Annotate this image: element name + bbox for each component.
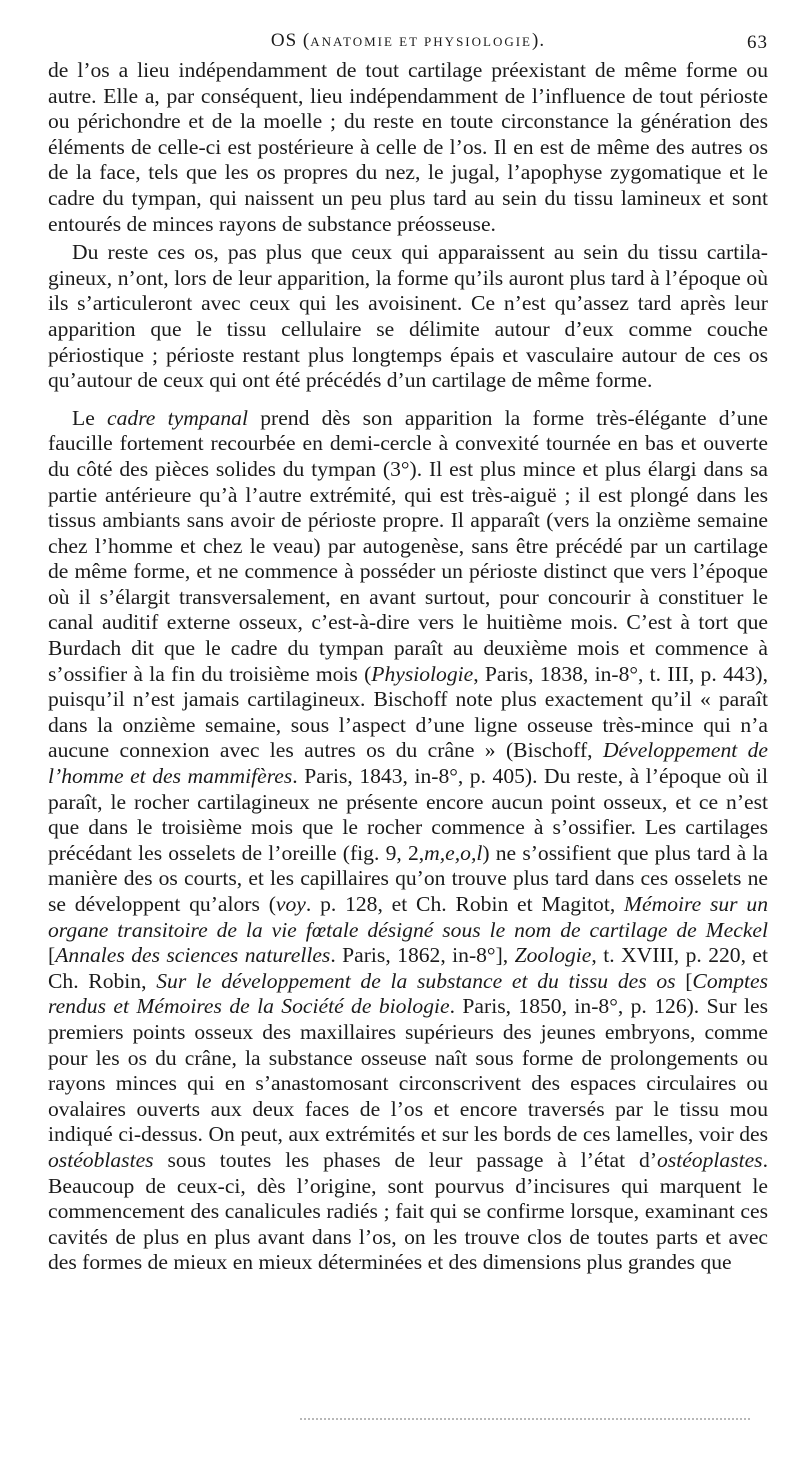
page-body — [48, 58, 768, 1276]
text-run: [ — [675, 968, 693, 993]
text-run: . Beaucoup de ceux-ci, dès l’origine, sont pourvus d’incisures qui marquent le commencement des canalicules radiés ; fait qui se confirme lorsque, examinant ces cavités de plus en plus avant dans l’os, on les trouve clos de toutes parts et avec des formes de mieux en mieux déterminées et des dimensions plus grandes que — [48, 1147, 768, 1275]
italic-text: Zoologie — [514, 943, 592, 968]
italic-text: Physiologie — [371, 661, 474, 686]
italic-text: Comptes rendus et Mémoires de la Société de biologie — [48, 968, 768, 1019]
paragraph-2 — [48, 240, 768, 394]
text-run: . Paris, 1862, in-8°], — [330, 943, 515, 968]
text-run: prend dès son apparition la forme très-élégante d’une faucille fortement recourbée en demi-cercle à convexité tournée en bas et ouverte du côté des pièces solides du tympan (3°). Il est plus mince et plus élargi dans sa partie antérieure qu’à l’autre extrémité, qui est très-aiguë ; il est plongé dans les tissus ambiants sans avoir de périoste propre. Il apparaît (vers la onzième semaine chez l’homme et chez le veau) par autogenèse, sans être précédé par un cartilage de même forme, et ne commence à posséder un périoste distinct que vers l’époque où il s’élargit transversalement, en avant surtout, pour concourir à constituer le canal auditif externe osseux, c’est-à-dire vers le huitième mois. C’est à tort que Burdach dit que le cadre du tympan paraît au deuxième mois et commence à s’ossifier à la fin du troisième mois ( — [48, 405, 768, 686]
italic-text: m,e,o,l — [424, 840, 483, 865]
italic-text: Mémoire sur un organe transitoire de la vie fœtale désigné sous le nom de cartilage de Meckel — [48, 892, 768, 942]
text-run: . Paris, 1850, in-8°, p. 126). Sur les premiers points osseux des maxillaires supérieurs des jeunes embryons, comme pour les os du crâne, la substance osseuse naît sous forme de prolongements ou rayons minces qui en s’anastomosant circonscrivent des espaces circulaires ou ovalaires ouverts aux deux faces de l’os et encore traversés par le tissu mou indiqué ci-dessus. On peut, aux extrémités et sur les bords de ces lamelles, voir des — [48, 994, 768, 1147]
italic-text: Développement de l’homme et des mammifères — [48, 738, 768, 789]
running-title-end: ). — [532, 30, 546, 51]
italic-text: voy — [275, 892, 306, 916]
text-run: . p. 128, et Ch. Robin et Magitot, — [305, 892, 625, 916]
text-run: Du reste ces os, pas plus que ceux qui apparaissent au sein du tissu cartilagineux, n’ont, lors de leur apparition, la forme qu’ils auront plus tard à l’époque où ils s’articuleront avec ceux qui les avoisinent. Ce n’est qu’assez tard après leur apparition que le tissu cellulaire se délimite autour d’eux comme couche périostique ; périoste restant plus longtemps épais et vasculaire autour de ces os qu’autour de ceux qui ont été précédés d’un cartilage de même forme. — [48, 240, 768, 393]
italic-text: ostéoplastes — [657, 1147, 763, 1172]
paragraph-1 — [48, 58, 768, 237]
running-title — [48, 30, 768, 52]
text-run: [ — [48, 943, 56, 968]
text-run: sous toutes les phases de leur passage à l’état d’ — [153, 1147, 658, 1172]
running-title-main: OS ( — [270, 30, 311, 51]
page-number: 63 — [747, 32, 768, 53]
text-run: Le — [72, 405, 108, 430]
text-run: , Paris, 1838, in-8°, t. III, p. 443), puisqu’il n’est jamais cartilagineux. Bischoff note plus exactement qu’il « paraît dans la onzième semaine, sous l’aspect d’une ligne osseuse très-mince qui n’a aucune connexion avec les autres os du crâne » (Bischoff, — [48, 661, 768, 763]
text-run: ) ne s’ossifient que plus tard à la manière des os courts, et les capillaires qu’on trouve plus tard dans ces osselets ne se développent qu’alors ( — [48, 840, 768, 916]
italic-text: cadre tympanal — [107, 405, 248, 430]
running-header — [48, 30, 768, 56]
text-run: , t. XVIII, p. 220, et Ch. Robin, — [48, 943, 768, 993]
text-run: . Paris, 1843, in-8°, p. 405). Du reste, à l’époque où il paraît, le rocher cartilagineux ne présente encore aucun point osseux, et ce n’est que dans le troisième mois que le rocher commence à s’ossifier. Les cartilages précédant les osselets de l’oreille (fig. 9, 2, — [48, 764, 768, 865]
running-title-smallcaps: ANATOMIE ET PHYSIOLOGIE — [310, 34, 533, 49]
italic-text: ostéoblastes — [48, 1147, 154, 1172]
bottom-artifact-line — [300, 1418, 750, 1422]
italic-text: Annales des sciences naturelles — [55, 943, 331, 968]
italic-text: Sur le développement de la substance et du tissu des os — [156, 968, 676, 993]
paragraph-3 — [48, 406, 768, 1276]
text-run: de l’os a lieu indépendamment de tout cartilage préexistant de même forme ou autre. Elle a, par conséquent, lieu indépendamment de l’influence de tout périoste ou périchondre et de la moelle ; du reste en toute circonstance la génération des éléments de celle-ci est postérieure à celle de l’os. Il en est de même des autres os de la face, tels que les os propres du nez, le jugal, l’apophyse zygomatique et le cadre du tympan, qui naissent un peu plus tard au sein du tissu lamineux et sont entourés de minces rayons de substance préosseuse. — [48, 58, 768, 236]
